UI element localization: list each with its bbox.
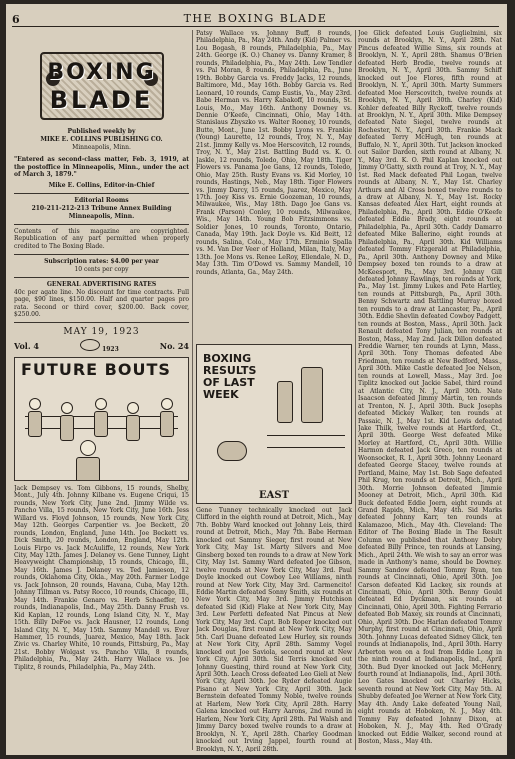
divider <box>14 193 189 194</box>
boxing-results-cartoon <box>196 344 352 504</box>
page-number: 6 <box>12 13 21 26</box>
single-copy-price: 10 cents per copy <box>74 265 129 273</box>
seal-icon <box>80 339 100 351</box>
boxing-results-continued: Joe Glick defeated Louis Guglielmini, six rounds at Brooklyn, N. Y., April 28th. Nat Pincus defeated Willie Sims, six rounds at Brooklyn, N. Y., April 28th. Shamus O'Brien defeated Herb Brodie, twelve rounds at Brooklyn, N. Y., April 30th. Sammy Schiff knocked out Joe Flores, fifth round at Brooklyn, N. Y., April 30th. Marty Summers defeated Moe Herscovitch, twelve rounds at Brooklyn, N. Y., April 30th. Charley (Kid) Kohler defeated Billy Ryckoff, twelve rounds at Brooklyn, N. Y., April 30th. Mike Dempsey defeated Nate Siegel, twelve rounds at Rochester, N. Y., April 30th. Frankie Mack defeated Terry McHugh, ten rounds at Buffalo, N. Y., April 30th. Tut Jackson knocked out Sailor Darden, sixth round at Albany, N. Y., May 3rd. K. O. Phil Kaplan knocked out Jimmy O'Gatty, sixth round at Troy, N. Y., May 1st. Red Mack defeated Phil Logan, twelve rounds at Albany, N. Y., May 1st. Charley Arthurs and Al Cross boxed twelve rounds to a draw at Albany, N. Y., May 1st. Rocky Kansas defeated Alex Hart, eight rounds at Philadelphia, Pa., April 30th. Eddie O'Keefe defeated Eddie Brady, eight rounds at Philadelphia, Pa., April 30th. Caddy Damarro defeated Mike Ballerino, eight rounds at Philadelphia, Pa., April 30th. Kid Williams defeated Tommy Fitzgerald at Philadelphia, Pa., April 30th. Anthony Downey and Mike Dempsey boxed ten rounds to a draw at McKeesport, Pa., May 3rd. Johnny Gill defeated Johnny Rawlings, ten rounds at York, Pa., May 1st. Jimmy Lukes and Pete Hartley, ten rounds at Pittsburgh, Pa., April 30th. Benny Schwartz and Battling Murray boxed ten rounds to a draw at Lancaster, Pa., April 30th. Eddie Shevlin defeated Cowboy Padgett, ten rounds at Boston, Mass., April 30th. Jack Renault defeated Tony Julian, ten rounds at Boston, Mass., May 2nd. Jack Dillon defeated Freddie Warner, ten rounds at Lynn, Mass., April 30th. Tony Thomas defeated Abe Friedman, ten rounds at New Bedford, Mass., April 30th. Mike Castle defeated Joe Nelson, ten rounds at Lowell, Mass., May 3rd. Joe Tiplitz knocked out Jackie Sabel, third round at Atlantic City, N. J., April 30th. Nate Isaacson defeated Jimmy Martin, ten rounds at Trenton, N. J., April 30th. Buck Josephs defeated Mickey Walker, ten rounds at Passaic, N. J., May 1st. Kid Lewis defeated Jake Thilk, twelve rounds at Hartford, Ct., April 30th. George West defeated Mike Morley at Hartford, Ct., April 30th. Willie Harmon defeated Jack Greco, ten rounds at Woonsocket, R. I., April 30th. Johnny Leonard defeated George Stacey, twelve rounds at Portland, Maine, May 1st. Bob Sage defeated Phil Krug, ten rounds at Detroit, Mich., April 30th. Morrie Johnson defeated Jimmie Mooney at Detroit, Mich., April 30th. Kid Buck defeated Eddie Joern, eight rounds at Grand Rapids, Mich., May 4th. Sid Marks defeated Johnny Karr, ten rounds at Kalamazoo, Mich., May 4th. Cleveland: The Editor of The Boxing Blade in The Result Column we published that Anthony Dobry defeated Billy Prince, ten rounds at Lansing, Mich., April 24th. We wish to say an error was made in Anthony's name, should be Downey. Sammy Sandow defeated Tommy Ryan, ten rounds at Cincinnati, Ohio, April 30th. Joe Carson defeated Kid Lackey, six rounds at Cincinnati, Ohio, April 30th. Benny Gould defeated Ed Dyckman, six rounds at Cincinnati, Ohio, April 30th. Fighting Ferrario defeated Bob Maxey, six rounds at Cincinnati, Ohio, April 30th. Doc Harlan defeated Tommy Murphy, first round at Cincinnati, Ohio, April 30th. Johnny Lucas defeated Sidney Glick, ten rounds at Indianapolis, Ind., April 30th. Harry Arberton won on a foul from Eddie Long in the ninth round at Indianapolis, Ind., April 30th. Bud Dyer knocked out Jack McHenry, fourth round at Indianapolis, Ind., April 30th. Leo Gates knocked out Charley Hicks, seventh round at New York City, May 5th. Al Shubby defeated Joe Werner at New York City, May 4th. Andy Lake defeated Young Nail, eight rounds at Hoboken, N. J., May 4th. Tommy Fay defeated Johnny Dixon, at Hoboken, N. J., May 4th. Red O'Grady knocked out Eddie Walker, second round at Boston, Mass., May 4th. <box>358 30 502 746</box>
column-right <box>358 30 502 752</box>
divider <box>14 322 189 323</box>
crowd-figure <box>75 440 101 478</box>
divider <box>14 224 189 225</box>
column-middle <box>196 30 352 752</box>
fighter-figure <box>125 402 141 442</box>
fighter-figure <box>27 398 43 438</box>
winner-figure <box>301 367 323 423</box>
address-line-2: Minneapolis, Minn. <box>68 212 135 220</box>
fighter-figure <box>159 398 175 438</box>
entry-notice: "Entered as second-class matter, Feb. 3, 1919, at the postoffice in Minneapolis, Minn., under the act of March 3, 1879." <box>14 156 189 179</box>
fighter-figure <box>93 398 109 438</box>
publisher-city: Minneapolis, Minn. <box>72 144 131 151</box>
advertising-rates: 40c per agate line. No discount for time contracts. Full page, $90 lines, $150.00. Half and quarter pages pro rata. Second or third cover, $200.00. Back cover, $250.00. <box>14 288 189 319</box>
volume-number: Vol. 4 <box>14 340 39 351</box>
future-bouts-continued: Patsy Wallace vs. Johnny Buff, 8 rounds, Philadelphia, Pa., May 24th. Andy (Kid) Palmer vs. Lou Bogash, 8 rounds, Philadelphia, Pa., May 24th. George (K. O.) Chaney vs. Danny Kramer, 8 rounds, Philadelphia, Pa., May 24th. Lew Tendler vs. Pal Moran, 8 rounds, Philadelphia, Pa., June 19th. Bobby Garcia vs. Freddy Jacks, 12 rounds, Baltimore, Md., May 16th. Bobby Garcia vs. Red Leonard, 10 rounds, Camp Eustis, Va., May 23rd. Babe Herman vs. Harry Kabakoff, 10 rounds, St. Louis, Mo., May 16th. Anthony Downey vs. Dennie O'Keefe, Cincinnati, Ohio, May 14th. Stanislaus Zbyszko vs. Walter Rooney, 10 rounds, Butte, Mont., June 1st. Bobby Lyons vs. Frankie (Young) Laurette, 12 rounds, Troy, N. Y., May 21st. Jimmy Kelly vs. Moe Herscovitch, 12 rounds, Troy, N. Y., May 21st. Battling Budd vs. K. O. Jaskle, 12 rounds, Toledo, Ohio, May 18th. Tiger Flowers vs. Panama Joe Gans, 12 rounds, Toledo, Ohio, May 25th. Rusty Evans vs. Kid Morley, 10 rounds, Hastings, Neb., May 18th. Tiger Flowers vs. Jimmy Darcy, 15 rounds, Juarez, Mexico, May 17th. Joey Kiss vs. Ernie Goozeman, 10 rounds, Milwaukee, Wis., May 18th. Dago Joe Gans vs. Frank (Parson) Conley, 10 rounds, Milwaukee, Wis., May 14th. Young Bob Fitzsimmons vs. Soldier Jones, 10 rounds, Toronto, Ontario, Canada, May 19th. Jack Doyle vs. Kid Beitt, 12 rounds, Salina, Colo., May 17th. Erminio Spalla vs. M. Van Der Veer of Holland, Milan, Italy, May 13th. Joe Mons vs. Renee LeRoy, Ellendale, N. D., May 13th. Tim O'Dowd vs. Sammy Mandell, 10 rounds, Atlanta, Ga., May 24th. <box>196 30 352 276</box>
seal-stamp <box>80 339 119 353</box>
volume-row <box>14 339 189 353</box>
subscription-rate: Subscription rates: $4.00 per year <box>44 257 159 265</box>
divider <box>14 254 189 255</box>
column-rule <box>192 30 193 750</box>
editorial-rooms: Editorial Rooms <box>74 196 129 204</box>
published-by: Published weekly by <box>67 128 136 135</box>
issue-date: MAY 19, 1923 <box>63 326 140 337</box>
ring-rope <box>267 435 345 436</box>
fallen-fighter-figure <box>217 441 247 461</box>
issue-number: No. 24 <box>159 340 189 351</box>
page-header-title: THE BOXING BLADE <box>183 12 328 25</box>
boxing-results-list: Gene Tunney technically knocked out Jack Clifford in the eighth round at Detroit, Mich., May 7th. Bobby Ward knocked out Johnny Leis, third round at Detroit, Mich., May 7th. Babe Herman knocked out Sammy Sieger, first round at New York City, May 1st. Marty Silvers and Moe Ginsberg boxed ten rounds to a draw at New York City, May 1st. Sammy Ward defeated Joe Gibson, twelve rounds at New York City, May 3rd. Paul Doyle knocked out Cowboy Lee Williams, ninth round at New York City, May 3rd. Carmencito! Eddie Martin defeated Sonny Smith, six rounds at New York City, May 3rd. Jimmy Hutchison defeated Sid (Kid) Flake at New York City, May 3rd. Lew Perfetti defeated Nat Pincus at New York City, May 3rd. Capt. Bob Roper knocked out Jack Douglas, first round at New York City, May 5th. Carl Duane defeated Lew Hurley, six rounds at New York City, April 28th. Sammy Vogel knocked out Joe Saviola, second round at New York City, April 30th. Sid Terris knocked out Johnny Guesting, third round at New York City, April 30th. Leach Cross defeated Leo Gieli at New York City, April 30th. Joe Ryder defeated Augie Pisano at New York City, April 30th. Jack Bernstein defeated Tommy Noble, twelve rounds at Harlem, New York City, April 28th. Harry Galena knocked out Harry Aarons, 2nd round in Harlem, New York City, April 28th. Pal Walsh and Jimmy Darcy boxed twelve rounds to a draw at Brooklyn, N. Y., April 28th. Charley Goodman knocked out Irving Jappel, fourth round at Brooklyn, N. Y., April 28th. <box>196 507 352 752</box>
page-header <box>12 12 499 27</box>
editor-line: Mike E. Collins, Editor-in-Chief <box>48 181 155 189</box>
cartoon-title: BOXING RESULTS OF LAST WEEK <box>203 352 257 401</box>
section-label-east: EAST <box>258 490 290 501</box>
boxing-blade-logo <box>40 52 164 120</box>
advertising-heading: GENERAL ADVERTISING RATES <box>46 280 157 288</box>
divider <box>14 277 189 278</box>
copyright-notice: Contents of this magazine are copyrighted. Republication of any part permitted when properly credited to The Boxing Blade. <box>14 227 189 250</box>
column-rule <box>355 30 356 750</box>
logo-line-2: BLADE <box>49 86 154 114</box>
seal-year: 1923 <box>102 345 119 353</box>
publisher-name: MIKE E. COLLINS PUBLISHING CO. <box>40 136 163 143</box>
ring-rope <box>267 447 345 448</box>
fighter-figure <box>59 402 75 442</box>
future-bouts-list: Jack Dempsey vs. Tom Gibbons, 15 rounds, Shelby, Mont., July 4th. Johnny Kilbane vs. Eugene Criqui, 15 rounds, New York City, June 2nd. Jimmy Wilde vs. Pancho Villa, 15 rounds, New York City, June 16th. Jess Willard vs. Floyd Johnson, 15 rounds, New York City, May 12th. Georges Carpentier vs. Joe Beckett, 20 rounds, London, England, June 14th. Joe Beckett vs. Dick Smith, 20 rounds, London, England, May 12th. Louis Firpo vs. Jack McAuliffe, 12 rounds, New York City, May 12th. James J. Delaney vs. Gene Tunney, Light Heavyweight Championship, 15 rounds, Chicago, Ill., May 16th. James J. Delaney vs. Ted Jamieson, 12 rounds, Oklahoma City, Okla., May 20th. Farmer Lodge vs. Jack Johnson, 20 rounds, Havana, Cuba, May 12th. Johnny Tillman vs. Patsy Rocco, 10 rounds, Chicago, Ill., May 14th. Frankie Genaro vs. Herb Schaeffer, 10 rounds, Indianapolis, Ind., May 25th. Danny Frush vs. Kid Kaplan, 12 rounds, Long Island City, N. Y., May 15th. Billy DeFoe vs. Jack Hausner, 12 rounds, Long Island City, N. Y., May 15th. Sammy Mandell vs. Ever Hammer, 15 rounds, Juarez, Mexico, May 18th. Jack Zivic vs. Charley White, 10 rounds, Pittsburg, Pa., May 21st. Bobby Wolgast vs. Pancho Villa, 8 rounds, Philadelphia, Pa., May 24th. Harry Wallace vs. Joe Tiplitz, 8 rounds, Philadelphia, Pa., May 24th. <box>14 484 189 671</box>
address-line-1: 210-211-212-213 Tribune Annex Building <box>31 204 172 212</box>
cartoon-title: FUTURE BOUTS <box>21 359 171 379</box>
referee-figure <box>277 381 293 423</box>
future-bouts-cartoon <box>14 357 189 481</box>
column-left <box>14 30 189 752</box>
newspaper-page <box>6 4 507 755</box>
logo-line-1: BOXING <box>47 60 156 85</box>
